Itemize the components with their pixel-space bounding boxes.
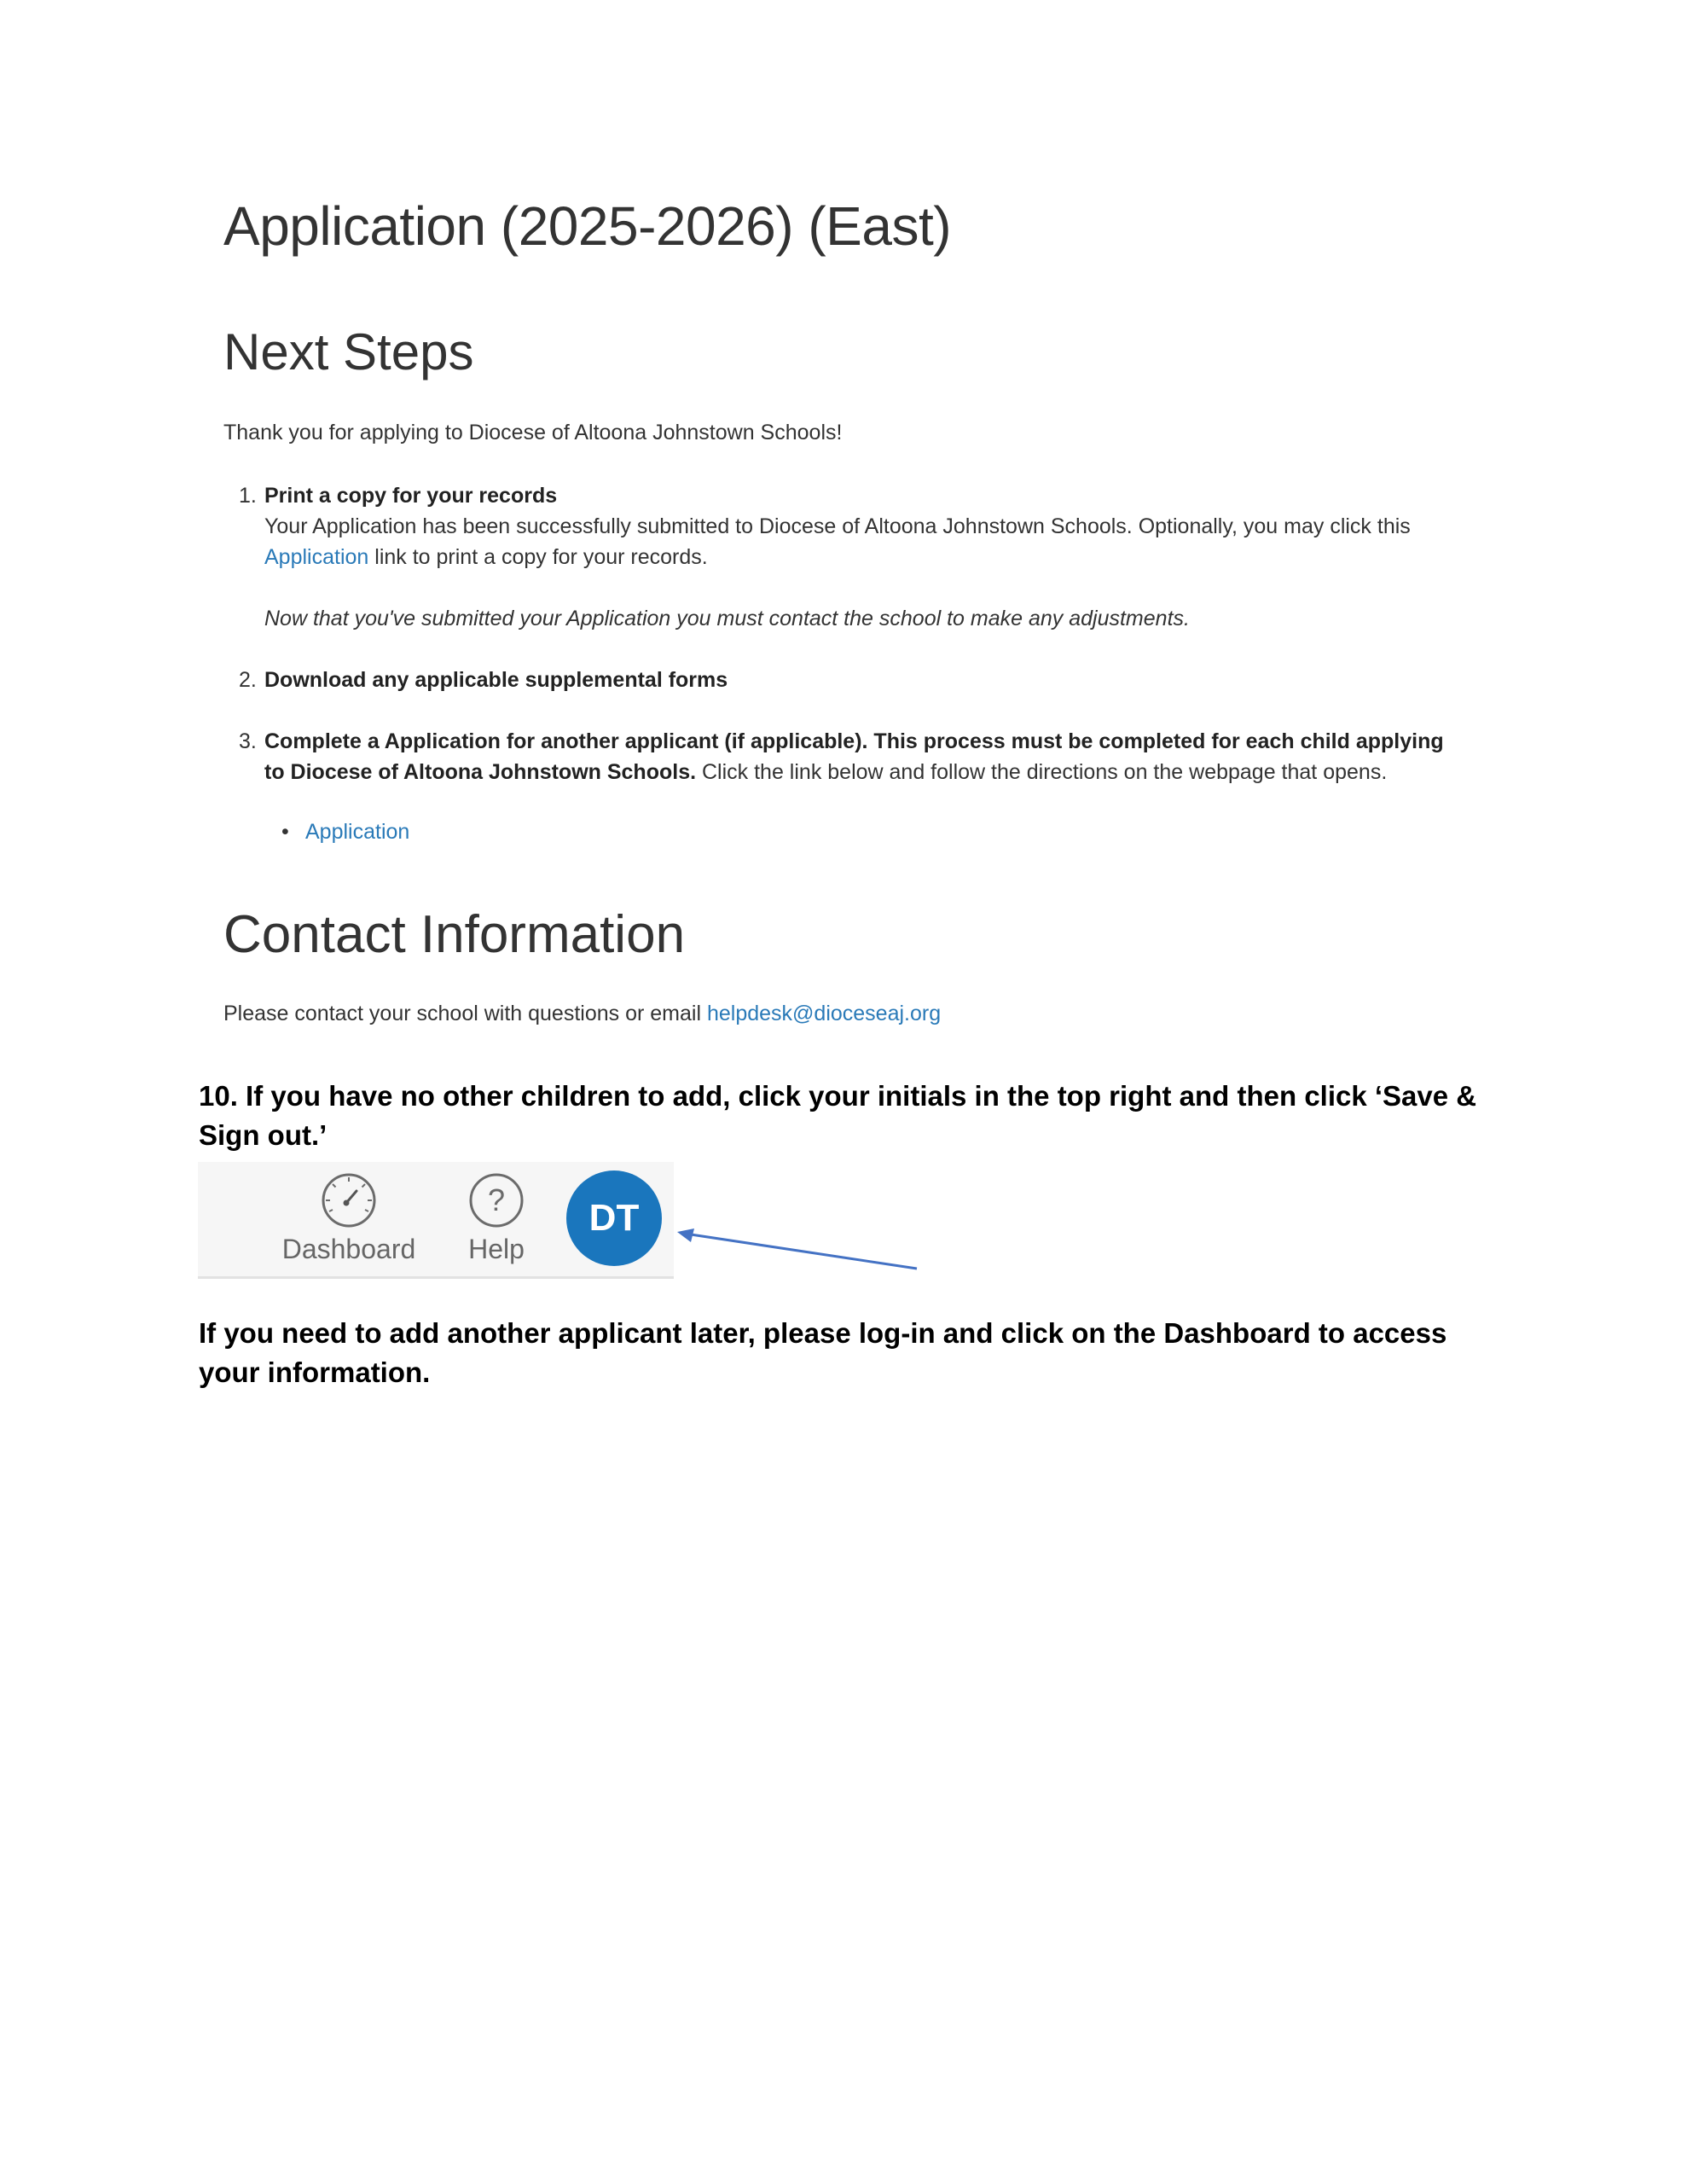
step-heading: Print a copy for your records	[264, 484, 558, 508]
step-heading: Download any applicable supplemental forms	[264, 668, 728, 692]
header-nav-screenshot	[198, 1162, 674, 1279]
instruction-step-10: 10. If you have no other children to add, click your initials in the top right and then click ‘Save & Sign out.’	[199, 1080, 1477, 1151]
step-number: 2.	[239, 668, 257, 692]
next-steps-heading: Next Steps	[223, 323, 474, 380]
step-heading-text: Complete a Application for another applicant (if applicable). This process must be completed for each child applying to Diocese of Altoona Johnstown Schools.	[264, 729, 1444, 784]
user-avatar-button[interactable]: DT	[566, 1170, 662, 1266]
list-item	[281, 816, 1450, 847]
step-body-text: Your Application has been successfully submitted to Diocese of Altoona Johnstown Schools. Optionally, you may click this	[264, 514, 1411, 538]
step-number: 1.	[239, 484, 257, 508]
step-body	[264, 511, 1450, 572]
step-heading	[264, 726, 1450, 787]
dashboard-label: Dashboard	[281, 1234, 416, 1264]
help-label: Help	[468, 1234, 525, 1264]
next-steps-list	[239, 480, 1450, 847]
question-circle-icon	[467, 1170, 526, 1230]
thank-you-message: Thank you for applying to Diocese of Altoona Johnstown Schools!	[223, 421, 843, 444]
page-title: Application (2025-2026) (East)	[223, 195, 952, 257]
later-instruction: If you need to add another applicant later, please log-in and click on the Dashboard to access your information.	[199, 1317, 1447, 1388]
arrow-pointer-icon	[674, 1228, 921, 1280]
bullet: •	[281, 820, 289, 844]
new-application-link[interactable]: Application	[305, 820, 410, 844]
dashboard-button[interactable]	[276, 1170, 421, 1265]
step-3	[239, 726, 1450, 847]
speedometer-icon	[319, 1170, 379, 1230]
contact-text	[223, 1002, 941, 1026]
contact-message: Please contact your school with questions or email	[223, 1002, 707, 1025]
print-application-link[interactable]: Application	[264, 545, 369, 569]
step-body-text: link to print a copy for your records.	[368, 545, 708, 569]
helpdesk-email-link[interactable]: helpdesk@dioceseaj.org	[706, 1002, 942, 1025]
help-button[interactable]	[454, 1170, 539, 1265]
application-links	[264, 816, 1450, 847]
adjustment-note: Now that you've submitted your Application you must contact the school to make any adjustments.	[264, 607, 1190, 630]
step-1	[239, 480, 1450, 634]
step-body-text: Click the link below and follow the directions on the webpage that opens.	[696, 760, 1388, 784]
step-2	[239, 665, 1450, 695]
step-number: 3.	[239, 729, 257, 753]
svg-text:?: ?	[487, 1182, 506, 1217]
contact-heading: Contact Information	[223, 905, 686, 964]
